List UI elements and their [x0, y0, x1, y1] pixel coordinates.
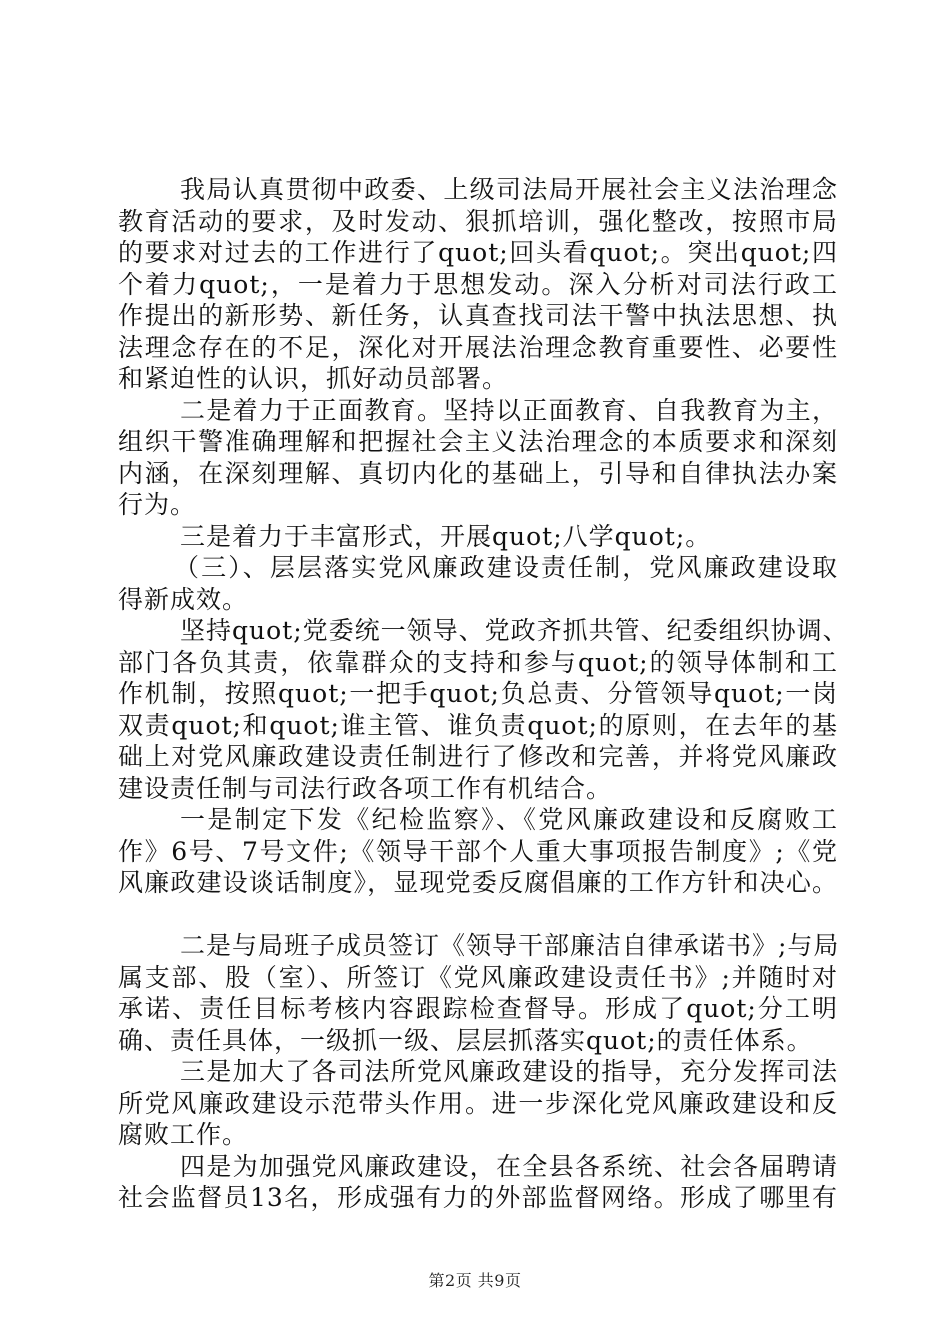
paragraph-line: 三是加大了各司法所党风廉政建设的指导，充分发挥司法: [180, 1057, 838, 1086]
paragraph-line: 得新成效。: [118, 584, 249, 614]
paragraph-line: 确、责任具体，一级抓一级、层层抓落实quot;的责任体系。: [118, 1025, 813, 1055]
paragraph-line: 风廉政建设谈话制度》，显现党委反腐倡廉的工作方针和决心。: [118, 868, 838, 897]
paragraph-line: 坚持quot;党委统一领导、党政齐抓共管、纪委组织协调、: [180, 616, 849, 645]
paragraph-line: 作》6号、7号文件;《领导干部个人重大事项报告制度》;《党: [118, 836, 838, 866]
paragraph-line: 四是为加强党风廉政建设，在全县各系统、社会各届聘请: [180, 1151, 838, 1181]
paragraph-line: 建设责任制与司法行政各项工作有机结合。: [118, 773, 613, 803]
paragraph-gap: [118, 899, 838, 931]
paragraph-line: 教育活动的要求，及时发动、狠抓培训，强化整改，按照市局: [118, 206, 838, 236]
paragraph-line: 础上对党风廉政建设责任制进行了修改和完善，并将党风廉政: [118, 742, 838, 771]
paragraph-line: 二是与局班子成员签订《领导干部廉洁自律承诺书》;与局: [180, 931, 840, 960]
paragraph-line: 的要求对过去的工作进行了quot;回头看quot;。突出quot;四: [118, 238, 838, 267]
paragraph-line: 行为。: [118, 490, 197, 519]
paragraph-line: 一是制定下发《纪检监察》、《党风廉政建设和反腐败工: [180, 805, 838, 834]
paragraph-line: 作机制，按照quot;一把手quot;负总责、分管领导quot;一岗: [118, 679, 838, 708]
paragraph-line: 个着力quot;，一是着力于思想发动。深入分析对司法行政工: [118, 269, 838, 299]
paragraph-line: 内涵，在深刻理解、真切内化的基础上，引导和自律执法办案: [118, 458, 838, 488]
paragraph-line: 组织干警准确理解和把握社会主义法治理念的本质要求和深刻: [118, 427, 838, 456]
paragraph-line: 三是着力于丰富形式，开展quot;八学quot;。: [180, 521, 712, 551]
paragraph-line: 部门各负其责，依靠群众的支持和参与quot;的领导体制和工: [118, 647, 838, 677]
paragraph-line: 双责quot;和quot;谁主管、谁负责quot;的原则，在去年的基: [118, 710, 838, 740]
paragraph-line: 所党风廉政建设示范带头作用。进一步深化党风廉政建设和反: [118, 1088, 838, 1118]
paragraph-line: （三）、层层落实党风廉政建设责任制，党风廉政建设取: [174, 553, 838, 582]
paragraph-line: 承诺、责任目标考核内容跟踪检查督导。形成了quot;分工明: [118, 994, 838, 1023]
paragraph-line: 属支部、股（室）、所签订《党风廉政建设责任书》;并随时对: [118, 962, 838, 992]
paragraph-line: 社会监督员13名，形成强有力的外部监督网络。形成了哪里有: [118, 1183, 838, 1212]
paragraph-line: 腐败工作。: [118, 1120, 249, 1149]
paragraph-line: 二是着力于正面教育。坚持以正面教育、自我教育为主，: [180, 395, 838, 425]
page-number-footer: 第2页 共9页: [428, 1271, 522, 1290]
paragraph-line: 我局认真贯彻中政委、上级司法局开展社会主义法治理念: [180, 175, 838, 204]
document-body: [118, 174, 849, 1214]
paragraph-line: 和紧迫性的认识，抓好动员部署。: [118, 364, 509, 393]
paragraph-line: 法理念存在的不足，深化对开展法治理念教育重要性、必要性: [118, 332, 838, 362]
paragraph-line: 作提出的新形势、新任务，认真查找司法干警中执法思想、执: [118, 301, 838, 330]
